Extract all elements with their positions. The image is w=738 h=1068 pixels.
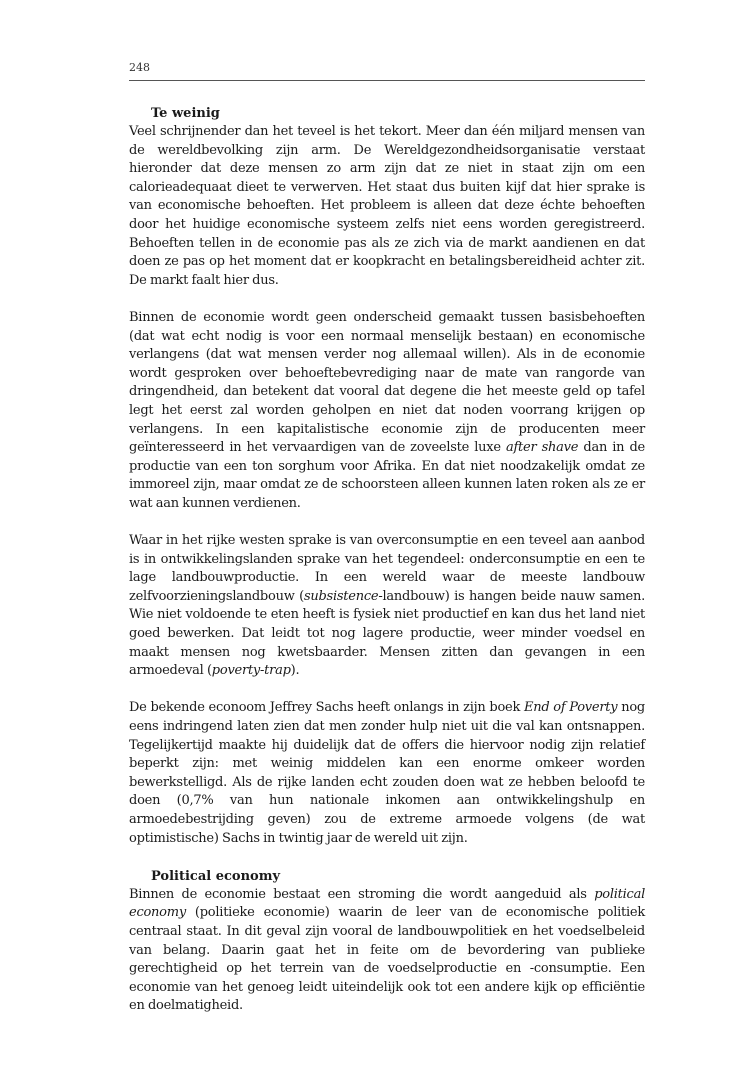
italic-term: poverty-trap [211,663,291,679]
paragraph-spacer [129,513,645,532]
text-run: Veel schrijnender dan het teveel is het tekort. Meer dan één miljard mensen van de wereldbevolking zijn arm. De Wereldgezondheidsorganisatie verstaat hieronder dat deze mensen zo arm zijn dat ze niet in staat zijn om een calorieadequaat dieet te verwerven. Het staat dus buiten kijf dat hier sprake is van economische behoeften. Het probleem is alleen dat deze échte behoeften door het huidige economische systeem zelfs niet eens worden geregistreerd. Behoeften tellen in de economie pas als ze zich via de markt aandienen en dat doen ze pas op het moment dat er koopkracht en betalingsbereidheid achter zit. De markt faalt hier dus. [129,124,645,288]
header-rule [129,80,645,81]
italic-term: subsistence [303,588,379,604]
text-run: nog eens indringend laten zien dat men zonder hulp niet uit die val kan ontsnappen. Tegelijkertijd maakte hij duidelijk dat de offers die hiervoor nodig zijn relatief beperkt zijn: met weinig middelen kan een enorme omkeer worden bewerkstelligd. Als de rijke landen echt zouden doen wat ze hebben beloofd te doen (0,7% van hun nationale inkomen aan ontwikkelingshulp en armoedebestrijding geven) zou de extreme armoede volgens (de wat optimistische) Sachs in twintig jaar de wereld uit zijn. [129,700,645,846]
text-run: (politieke economie) waarin de leer van de economische politiek centraal staat. In dit geval zijn vooral de landbouwpolitiek en het voedselbeleid van belang. Daarin gaat het in feite om de bevordering van publieke gerechtigheid op het terrein van de voedselproductie en -consumptie. Een economie van het genoeg leidt uiteindelijk ook tot een andere kijk op efficiëntie en doelmatigheid. [129,905,645,1014]
page-number: 248 [129,61,150,74]
body-paragraph [129,699,645,848]
paragraph-spacer [129,290,645,309]
paragraph-spacer [129,681,645,700]
text-run: Binnen de economie wordt geen onderscheid gemaakt tussen basisbehoeften (dat wat echt nodig is voor een normaal menselijk bestaan) en economische verlangens (dat wat mensen verder nog allemaal willen). Als in de economie wordt gesproken over behoeftebevrediging naar de mate van rangorde van dringendheid, dan betekent dat vooral dat degene die het meeste geld op tafel legt het eerst zal worden geholpen en niet dat noden voorrang krijgen op verlangens. In een kapitalistische economie zijn de producenten meer geïnteresseerd in het vervaardigen van de zoveelste luxe [129,309,645,456]
italic-term: End of Poverty [523,700,618,716]
page-body [129,104,645,1016]
body-paragraph [129,532,645,681]
body-paragraph [129,309,645,514]
italic-term: political economy [129,886,645,921]
text-run: -landbouw) is hangen beide nauw samen. Wie niet voldoende te eten heeft is fysiek niet productief en kan dus het land niet goed bewerken. Dat leidt tot nog lagere productie, weer minder voedsel en maakt mensen nog kwetsbaarder. Mensen zitten dan gevangen in een armoedeval ( [129,588,645,679]
italic-term: after shave [506,440,579,456]
section-heading: Political economy [151,868,281,884]
body-paragraph [129,886,645,1016]
text-run: Binnen de economie bestaat een stroming die wordt aangeduid als [129,886,595,902]
text-run: dan in de productie van een ton sorghum voor Afrika. En dat niet noodzakelijk omdat ze immoreel zijn, maar omdat ze de schoorsteen alleen kunnen laten roken als ze er wat aan kunnen verdienen. [129,440,645,511]
text-run: ). [290,663,300,679]
text-run: Waar in het rijke westen sprake is van overconsumptie en een teveel aan aanbod is in ontwikkelingslanden sprake van het tegendeel: onderconsumptie en een te lage landbouwproductie. In een wereld waar de meeste landbouw zelfvoorzieningslandbouw ( [129,533,645,604]
text-run: De bekende econoom Jeffrey Sachs heeft onlangs in zijn boek [129,700,524,716]
body-paragraph [129,123,645,290]
section-heading: Te weinig [151,106,220,121]
paragraph-spacer [129,848,645,867]
